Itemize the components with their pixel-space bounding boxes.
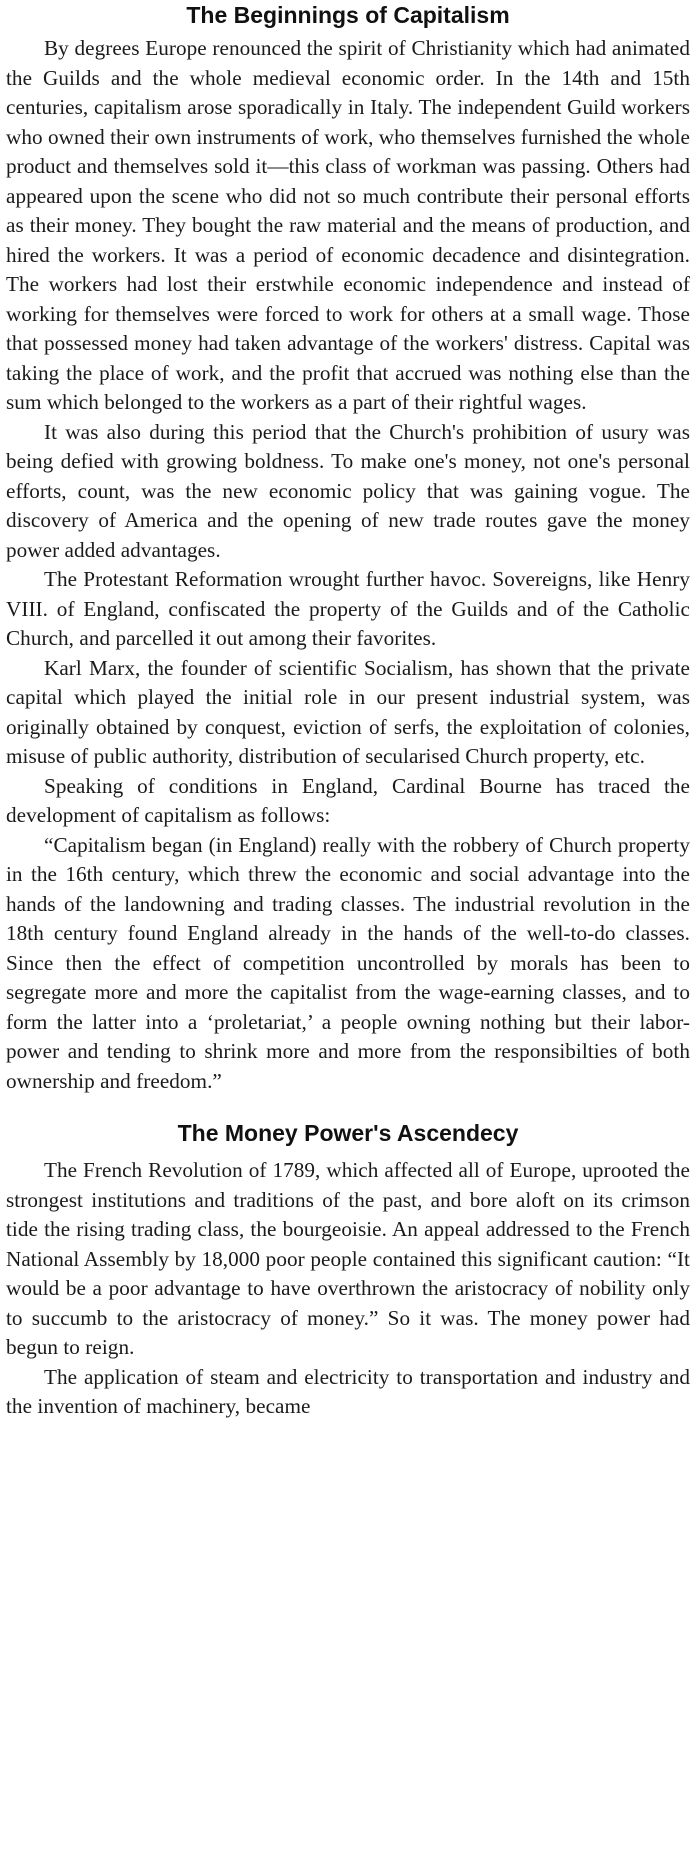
paragraph: Speaking of conditions in England, Cardinal Bourne has traced the development of capitalism as follows: bbox=[6, 773, 690, 827]
paragraph: It was also during this period that the Church's prohibition of usury was being defied with growing boldness. To make one's money, not one's personal efforts, count, was the new economic policy that was gaining vogue. The discovery of America and the opening of new trade routes gave the money power added advantages. bbox=[6, 419, 690, 562]
section-heading: The Money Power's Ascendecy bbox=[177, 1120, 519, 1146]
paragraph: The Protestant Reformation wrought further havoc. Sovereigns, like Henry VIII. of England, confiscated the property of the Guilds and of the Catholic Church, and parcelled it out among their favorites. bbox=[6, 567, 690, 650]
paragraph: Karl Marx, the founder of scientific Socialism, has shown that the private capital which played the initial role in our present industrial system, was originally obtained by conquest, eviction of serfs, the exploitation of colonies, misuse of public authority, distribution of secularised Church property, etc. bbox=[6, 655, 690, 768]
paragraph: By degrees Europe renounced the spirit of Christianity which had animated the Guilds and the whole medieval economic order. In the 14th and 15th centuries, capitalism arose sporadically in Italy. The independent Guild workers who owned their own instruments of work, who themselves furnished the whole product and themselves sold it—this class of workman was passing. Others had appeared upon the scene who did not so much contribute their personal efforts as their money. They bought the raw material and the means of production, and hired the workers. It was a period of economic decadence and disintegration. The workers had lost their erstwhile economic independence and instead of working for themselves were forced to work for others at a small wage. Those that possessed money had taken advantage of the workers' distress. Capital was taking the place of work, and the profit that accrued was nothing else than the sum which belonged to the workers as a part of their rightful wages. bbox=[6, 36, 690, 414]
paragraph: The application of steam and electricity to transportation and industry and the invention of machinery, became bbox=[6, 1364, 690, 1418]
paragraph: The French Revolution of 1789, which affected all of Europe, uprooted the strongest institutions and traditions of the past, and bore aloft on its crimson tide the rising trading class, the bourgeoisie. An appeal addressed to the French National Assembly by 18,000 poor people contained this significant caution: “It would be a poor advantage to have overthrown the aristocracy of nobility only to succumb to the aristocracy of money.” So it was. The money power had begun to reign. bbox=[6, 1158, 690, 1359]
quotation-paragraph: “Capitalism began (in England) really with the robbery of Church property in the 16th century, which threw the economic and social advantage into the hands of the landowning and trading classes. The industrial revolution in the 18th century found England already in the hands of the well-to-do classes. Since then the effect of competition uncontrolled by morals has been to segregate more and more the capitalist from the wage-earning classes, and to form the latter into a ‘proletariat,’ a people owning nothing but their labor-power and tending to shrink more and more from the responsibilties of both ownership and freedom.” bbox=[6, 832, 690, 1093]
section-heading: The Beginnings of Capitalism bbox=[186, 2, 510, 28]
